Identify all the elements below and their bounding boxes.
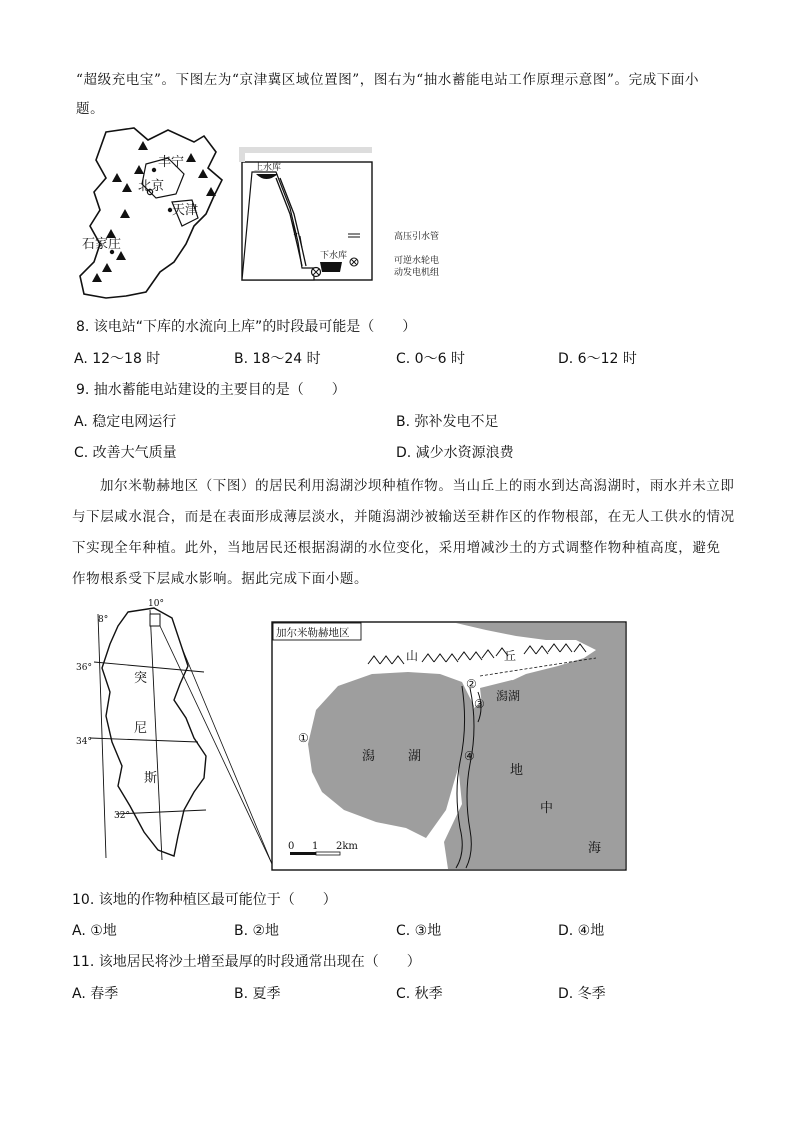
q9-stem: 9. 抽水蓄能电站建设的主要目的是（ ） [76,382,346,398]
label-shijiazhuang: 石家庄 [82,237,122,252]
q11-option-b[interactable]: B. 夏季 [234,986,281,1002]
intro2-line1: 加尔米勒赫地区（下图）的居民利用潟湖沙坝种植作物。当山丘上的雨水到达高潟湖时，雨水并未立即 [100,478,735,494]
q11-option-d[interactable]: D. 冬季 [558,986,606,1002]
country-char-3: 斯 [144,771,158,786]
marker-2: ② [466,677,477,691]
q10-option-d[interactable]: D. ④地 [558,923,605,939]
figure-jingjinji-pumped-storage [76,122,376,302]
marker-1: ① [298,731,309,745]
big-lagoon-char-1: 潟 [362,749,376,764]
lon-label-10: 10° [148,599,164,609]
legend-turbine-line2: 动发电机组 [394,268,440,278]
hill-label-2: 丘 [504,649,517,663]
lat-label-34: 34° [76,737,92,747]
figure-tunisia-ghar-el-melh [76,596,636,876]
q10-option-c[interactable]: C. ③地 [396,923,442,939]
label-tianjin: 天津 [172,203,199,218]
marker-4: ④ [464,749,475,763]
inset-title: 加尔米勒赫地区 [276,627,350,639]
scale-tick-0: 0 [288,841,295,852]
lat-label-32: 32° [114,811,130,821]
lat-label-36: 36° [76,663,92,673]
scale-tick-2: 2km [336,841,358,852]
label-upper-reservoir: 上水库 [254,163,282,173]
country-char-2: 尼 [134,721,148,736]
hill-label-1: 山 [406,649,419,663]
jingjinji-map [80,128,222,298]
intro2-line4: 作物根系受下层咸水影响。据此完成下面小题。 [72,571,369,587]
q8-option-a[interactable]: A. 12～18 时 [74,351,161,367]
intro1-line2: 题。 [76,101,105,117]
sea-char-3: 海 [588,841,602,856]
q11-stem: 11. 该地居民将沙土增至最厚的时段通常出现在（ ） [72,954,421,970]
q8-stem: 8. 该电站“下库的水流向上库”的时段最可能是（ ） [76,319,417,335]
intro2-line3: 下实现全年种植。此外，当地居民还根据潟湖的水位变化，采用增减沙土的方式调整作物种植高度，避免 [72,540,721,556]
q10-stem: 10. 该地的作物种植区最可能位于（ ） [72,892,337,908]
q9-option-c[interactable]: C. 改善大气质量 [74,445,177,461]
sea-char-1: 地 [510,763,524,778]
sea-char-2: 中 [540,801,554,816]
q9-option-b[interactable]: B. 弥补发电不足 [396,414,499,430]
scale-tick-1: 1 [312,841,319,852]
country-char-1: 突 [134,671,148,686]
pumped-storage-diagram [242,150,372,280]
q9-option-a[interactable]: A. 稳定电网运行 [74,414,177,430]
q8-option-d[interactable]: D. 6～12 时 [558,351,637,367]
label-beijing: 北京 [138,179,165,194]
q9-option-d[interactable]: D. 减少水资源浪费 [396,445,514,461]
ghar-el-melh-inset [272,622,626,870]
intro2-line2: 与下层咸水混合，而是在表面形成薄层淡水，并随潟湖沙被输送至耕作区的作物根部，在无人工供水的情况 [72,509,735,525]
lon-label-8: 8° [98,615,109,625]
label-lower-reservoir: 下水库 [320,251,348,261]
q11-option-a[interactable]: A. 春季 [72,986,119,1002]
q8-option-c[interactable]: C. 0～6 时 [396,351,465,367]
tunisia-map [76,599,272,864]
legend-turbine-line1: 可逆水轮电 [394,256,440,266]
q10-option-a[interactable]: A. ①地 [72,923,117,939]
q11-option-c[interactable]: C. 秋季 [396,986,443,1002]
big-lagoon-char-2: 湖 [408,749,422,764]
legend-pipe: 高压引水管 [394,232,440,242]
q10-option-b[interactable]: B. ②地 [234,923,280,939]
small-lagoon-label: 潟湖 [496,689,521,703]
intro1-line1: “超级充电宝”。下图左为“京津冀区域位置图”，图右为“抽水蓄能电站工作原理示意图”。完成下面小 [76,72,700,88]
marker-3: ③ [474,697,485,711]
label-fengning: 丰宁 [158,155,185,170]
q8-option-b[interactable]: B. 18～24 时 [234,351,321,367]
